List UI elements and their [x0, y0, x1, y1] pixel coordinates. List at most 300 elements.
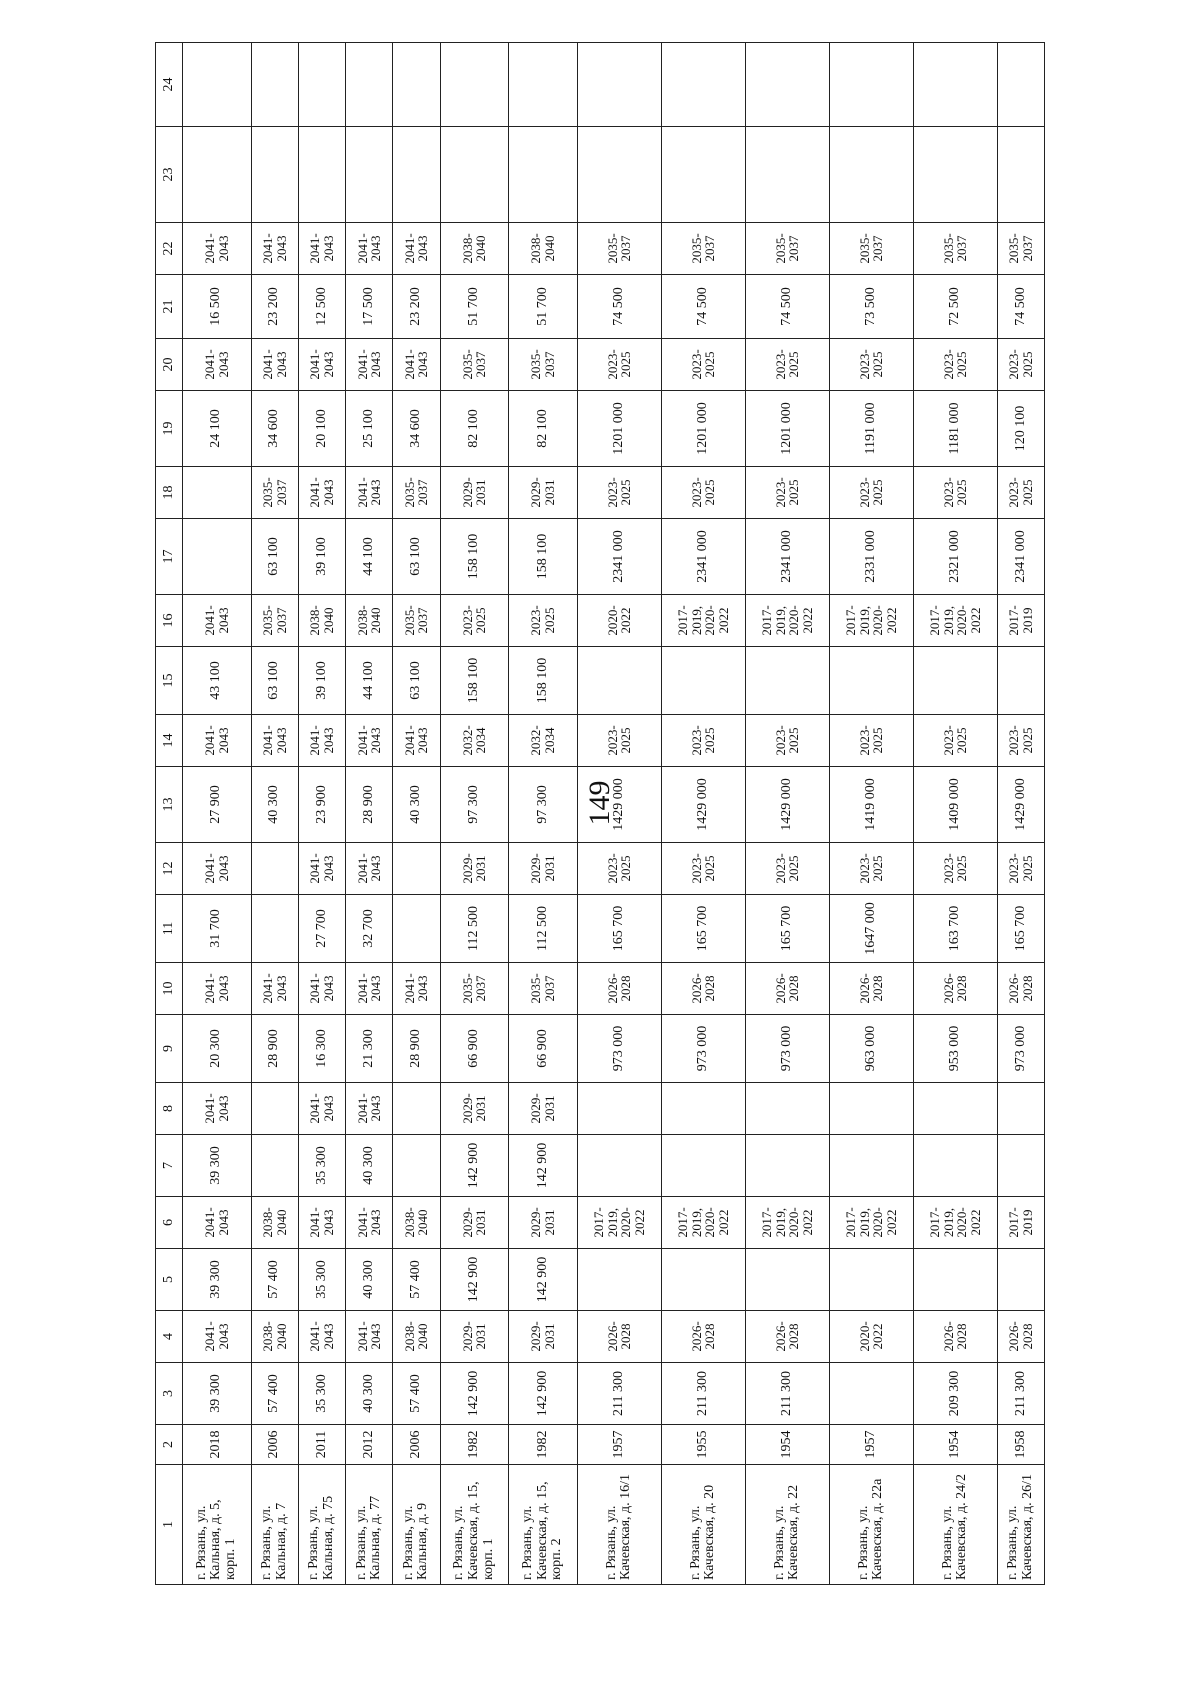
- period-cell: [251, 1083, 298, 1135]
- year-cell: 1982: [440, 1425, 509, 1465]
- period-cell: [829, 1083, 913, 1135]
- period-cell: 2035-2037: [577, 223, 661, 275]
- year-cell: 2006: [251, 1425, 298, 1465]
- period-cell: 2041-2043: [298, 339, 345, 391]
- period-cell: 2023-2025: [829, 467, 913, 519]
- cost-cell: 40 300: [393, 767, 440, 843]
- cost-cell: 2341 000: [577, 519, 661, 595]
- table-row: [509, 43, 578, 1585]
- cost-cell: [661, 127, 745, 223]
- cost-cell: 142 900: [509, 1363, 578, 1425]
- period-cell: 2038-2040: [346, 595, 393, 647]
- cost-cell: 2331 000: [829, 519, 913, 595]
- period-cell: [346, 43, 393, 127]
- column-number-cell: 18: [156, 467, 183, 519]
- cost-cell: 27 900: [183, 767, 252, 843]
- cost-cell: 39 100: [298, 647, 345, 715]
- cost-cell: 23 900: [298, 767, 345, 843]
- cost-cell: 158 100: [509, 519, 578, 595]
- period-cell: 2023-2025: [997, 467, 1044, 519]
- address-cell: г. Рязань, ул. Кальная, д. 75: [298, 1465, 345, 1585]
- period-cell: 2041-2043: [183, 843, 252, 895]
- cost-cell: 158 100: [440, 519, 509, 595]
- cost-cell: 112 500: [509, 895, 578, 963]
- period-cell: 2038-2040: [440, 223, 509, 275]
- period-cell: 2035-2037: [393, 467, 440, 519]
- period-cell: 2029-2031: [509, 1083, 578, 1135]
- period-cell: 2026-2028: [913, 963, 997, 1015]
- cost-cell: [577, 1249, 661, 1311]
- period-cell: [509, 43, 578, 127]
- period-cell: 2041-2043: [251, 223, 298, 275]
- cost-cell: 1429 000: [661, 767, 745, 843]
- cost-cell: 2341 000: [997, 519, 1044, 595]
- period-cell: 2023-2025: [745, 339, 829, 391]
- cost-cell: [393, 127, 440, 223]
- cost-cell: [913, 1249, 997, 1311]
- cost-cell: 51 700: [509, 275, 578, 339]
- cost-cell: 43 100: [183, 647, 252, 715]
- period-cell: 2041-2043: [183, 595, 252, 647]
- period-cell: 2020-2022: [829, 1311, 913, 1363]
- period-cell: 2017-2019, 2020-2022: [661, 595, 745, 647]
- period-cell: 2023-2025: [745, 715, 829, 767]
- column-number-cell: 1: [156, 1465, 183, 1585]
- table-row: [346, 43, 393, 1585]
- cost-cell: 2341 000: [661, 519, 745, 595]
- cost-cell: 34 600: [393, 391, 440, 467]
- period-cell: 2029-2031: [509, 467, 578, 519]
- cost-cell: [997, 1135, 1044, 1197]
- period-cell: 2041-2043: [346, 223, 393, 275]
- period-cell: 2041-2043: [183, 715, 252, 767]
- address-cell: г. Рязань, ул. Кальная, д. 9: [393, 1465, 440, 1585]
- cost-cell: [393, 1135, 440, 1197]
- period-cell: 2041-2043: [393, 963, 440, 1015]
- cost-cell: [913, 647, 997, 715]
- column-number-cell: 15: [156, 647, 183, 715]
- cost-cell: 63 100: [251, 647, 298, 715]
- cost-cell: 40 300: [251, 767, 298, 843]
- table-row: [440, 43, 509, 1585]
- cost-cell: 82 100: [440, 391, 509, 467]
- column-number-cell: 10: [156, 963, 183, 1015]
- address-cell: г. Рязань, ул. Качевская, д. 22а: [829, 1465, 913, 1585]
- period-cell: 2026-2028: [913, 1311, 997, 1363]
- period-cell: 2023-2025: [829, 715, 913, 767]
- cost-cell: 973 000: [661, 1015, 745, 1083]
- address-cell: г. Рязань, ул. Качевская, д. 20: [661, 1465, 745, 1585]
- cost-cell: [577, 1135, 661, 1197]
- period-cell: 2023-2025: [661, 843, 745, 895]
- period-cell: 2035-2037: [745, 223, 829, 275]
- cost-cell: 73 500: [829, 275, 913, 339]
- address-cell: г. Рязань, ул. Кальная, д. 7: [251, 1465, 298, 1585]
- cost-cell: 32 700: [346, 895, 393, 963]
- cost-cell: 973 000: [577, 1015, 661, 1083]
- period-cell: 2017-2019, 2020-2022: [577, 1197, 661, 1249]
- cost-cell: [997, 1249, 1044, 1311]
- period-cell: 2041-2043: [346, 1083, 393, 1135]
- period-cell: [661, 43, 745, 127]
- period-cell: 2023-2025: [997, 843, 1044, 895]
- cost-cell: 57 400: [251, 1249, 298, 1311]
- period-cell: 2041-2043: [346, 339, 393, 391]
- cost-cell: 39 300: [183, 1135, 252, 1197]
- table-row: [829, 43, 913, 1585]
- cost-cell: 1429 000: [577, 767, 661, 843]
- period-cell: [745, 43, 829, 127]
- table-row: [251, 43, 298, 1585]
- period-cell: [183, 467, 252, 519]
- cost-cell: 1429 000: [745, 767, 829, 843]
- cost-cell: [251, 1135, 298, 1197]
- cost-cell: 165 700: [745, 895, 829, 963]
- period-cell: 2038-2040: [509, 223, 578, 275]
- cost-cell: 973 000: [745, 1015, 829, 1083]
- cost-cell: [577, 647, 661, 715]
- cost-cell: 1201 000: [577, 391, 661, 467]
- table-row: [298, 43, 345, 1585]
- period-cell: 2029-2031: [440, 1197, 509, 1249]
- period-cell: 2023-2025: [913, 715, 997, 767]
- cost-cell: 21 300: [346, 1015, 393, 1083]
- cost-cell: 74 500: [745, 275, 829, 339]
- period-cell: 2023-2025: [577, 715, 661, 767]
- period-cell: [393, 843, 440, 895]
- period-cell: 2041-2043: [183, 963, 252, 1015]
- cost-cell: 35 300: [298, 1363, 345, 1425]
- period-cell: 2035-2037: [661, 223, 745, 275]
- column-number-cell: 24: [156, 43, 183, 127]
- period-cell: 2026-2028: [661, 963, 745, 1015]
- period-cell: 2029-2031: [509, 1311, 578, 1363]
- period-cell: 2041-2043: [393, 339, 440, 391]
- period-cell: [393, 1083, 440, 1135]
- table-row: [577, 43, 661, 1585]
- cost-cell: [393, 895, 440, 963]
- period-cell: [913, 1083, 997, 1135]
- cost-cell: [346, 127, 393, 223]
- cost-cell: [829, 1249, 913, 1311]
- cost-cell: 20 100: [298, 391, 345, 467]
- cost-cell: [913, 1135, 997, 1197]
- address-cell: г. Рязань, ул. Качевская, д. 15, корп. 2: [509, 1465, 578, 1585]
- period-cell: 2026-2028: [745, 963, 829, 1015]
- table-row: [661, 43, 745, 1585]
- year-cell: 1955: [661, 1425, 745, 1465]
- period-cell: 2029-2031: [440, 467, 509, 519]
- cost-cell: [745, 1135, 829, 1197]
- period-cell: 2041-2043: [183, 223, 252, 275]
- period-cell: 2029-2031: [440, 1083, 509, 1135]
- period-cell: 2023-2025: [829, 339, 913, 391]
- page-number: 149: [583, 780, 616, 826]
- cost-cell: 31 700: [183, 895, 252, 963]
- cost-cell: 2321 000: [913, 519, 997, 595]
- cost-cell: 211 300: [661, 1363, 745, 1425]
- period-cell: 2023-2025: [661, 467, 745, 519]
- cost-cell: 97 300: [440, 767, 509, 843]
- cost-cell: 39 300: [183, 1249, 252, 1311]
- period-cell: 2041-2043: [251, 963, 298, 1015]
- period-cell: 2041-2043: [393, 715, 440, 767]
- cost-cell: 142 900: [440, 1363, 509, 1425]
- period-cell: [997, 43, 1044, 127]
- address-cell: г. Рязань, ул. Качевская, д. 26/1: [997, 1465, 1044, 1585]
- year-cell: 1954: [745, 1425, 829, 1465]
- column-number-cell: 2: [156, 1425, 183, 1465]
- cost-cell: 74 500: [577, 275, 661, 339]
- period-cell: [183, 43, 252, 127]
- period-cell: [393, 43, 440, 127]
- period-cell: 2035-2037: [509, 963, 578, 1015]
- cost-cell: 25 100: [346, 391, 393, 467]
- period-cell: 2038-2040: [251, 1311, 298, 1363]
- period-cell: 2038-2040: [251, 1197, 298, 1249]
- period-cell: 2041-2043: [393, 223, 440, 275]
- cost-cell: [829, 127, 913, 223]
- period-cell: 2023-2025: [745, 843, 829, 895]
- cost-cell: [577, 127, 661, 223]
- period-cell: 2035-2037: [440, 339, 509, 391]
- cost-cell: 158 100: [440, 647, 509, 715]
- column-number-cell: 9: [156, 1015, 183, 1083]
- cost-cell: 66 900: [509, 1015, 578, 1083]
- period-cell: [251, 43, 298, 127]
- column-number-cell: 7: [156, 1135, 183, 1197]
- period-cell: 2026-2028: [997, 963, 1044, 1015]
- table-row: [745, 43, 829, 1585]
- year-cell: 1957: [577, 1425, 661, 1465]
- year-cell: 2011: [298, 1425, 345, 1465]
- column-number-cell: 21: [156, 275, 183, 339]
- column-number-cell: 23: [156, 127, 183, 223]
- period-cell: 2041-2043: [183, 1197, 252, 1249]
- period-cell: 2038-2040: [393, 1197, 440, 1249]
- period-cell: 2032-2034: [509, 715, 578, 767]
- table-row: [393, 43, 440, 1585]
- period-cell: 2041-2043: [346, 467, 393, 519]
- period-cell: 2023-2025: [997, 715, 1044, 767]
- cost-cell: 16 500: [183, 275, 252, 339]
- period-cell: 2023-2025: [913, 467, 997, 519]
- cost-cell: 57 400: [393, 1363, 440, 1425]
- period-cell: 2041-2043: [298, 223, 345, 275]
- cost-cell: 44 100: [346, 519, 393, 595]
- address-cell: г. Рязань, ул. Качевская, д. 15, корп. 1: [440, 1465, 509, 1585]
- period-cell: 2035-2037: [251, 595, 298, 647]
- column-number-cell: 16: [156, 595, 183, 647]
- column-number-cell: 12: [156, 843, 183, 895]
- cost-cell: 40 300: [346, 1363, 393, 1425]
- period-cell: 2023-2025: [745, 467, 829, 519]
- cost-cell: [913, 127, 997, 223]
- period-cell: 2041-2043: [183, 1083, 252, 1135]
- address-cell: г. Рязань, ул. Качевская, д. 16/1: [577, 1465, 661, 1585]
- cost-cell: 40 300: [346, 1135, 393, 1197]
- period-cell: 2020-2022: [577, 595, 661, 647]
- cost-cell: [997, 647, 1044, 715]
- column-number-cell: 19: [156, 391, 183, 467]
- cost-cell: 27 700: [298, 895, 345, 963]
- period-cell: 2023-2025: [997, 339, 1044, 391]
- period-cell: 2041-2043: [346, 715, 393, 767]
- cost-cell: 1409 000: [913, 767, 997, 843]
- cost-cell: [745, 127, 829, 223]
- cost-cell: 963 000: [829, 1015, 913, 1083]
- period-cell: 2041-2043: [183, 339, 252, 391]
- cost-cell: 20 300: [183, 1015, 252, 1083]
- cost-cell: 74 500: [661, 275, 745, 339]
- cost-cell: 82 100: [509, 391, 578, 467]
- cost-cell: 39 100: [298, 519, 345, 595]
- period-cell: 2035-2037: [829, 223, 913, 275]
- year-cell: 2006: [393, 1425, 440, 1465]
- period-cell: 2041-2043: [346, 1311, 393, 1363]
- cost-cell: 120 100: [997, 391, 1044, 467]
- register-table: [155, 42, 1045, 1585]
- cost-cell: 1429 000: [997, 767, 1044, 843]
- period-cell: 2023-2025: [913, 339, 997, 391]
- period-cell: 2041-2043: [251, 715, 298, 767]
- cost-cell: [997, 127, 1044, 223]
- period-cell: 2035-2037: [440, 963, 509, 1015]
- cost-cell: [829, 1363, 913, 1425]
- cost-cell: 24 100: [183, 391, 252, 467]
- cost-cell: 165 700: [661, 895, 745, 963]
- cost-cell: 142 900: [440, 1135, 509, 1197]
- cost-cell: 63 100: [393, 647, 440, 715]
- column-number-cell: 13: [156, 767, 183, 843]
- period-cell: 2035-2037: [509, 339, 578, 391]
- cost-cell: 1181 000: [913, 391, 997, 467]
- year-cell: 2018: [183, 1425, 252, 1465]
- period-cell: 2017-2019, 2020-2022: [745, 595, 829, 647]
- cost-cell: 23 200: [251, 275, 298, 339]
- period-cell: 2041-2043: [298, 1197, 345, 1249]
- table-row: [913, 43, 997, 1585]
- period-cell: 2026-2028: [661, 1311, 745, 1363]
- period-cell: 2023-2025: [913, 843, 997, 895]
- cost-cell: 142 900: [440, 1249, 509, 1311]
- address-cell: г. Рязань, ул. Кальная, д. 77: [346, 1465, 393, 1585]
- period-cell: [661, 1083, 745, 1135]
- period-cell: 2023-2025: [829, 843, 913, 895]
- period-cell: 2041-2043: [346, 963, 393, 1015]
- cost-cell: 165 700: [577, 895, 661, 963]
- period-cell: [251, 843, 298, 895]
- cost-cell: 74 500: [997, 275, 1044, 339]
- column-number-cell: 14: [156, 715, 183, 767]
- period-cell: 2023-2025: [509, 595, 578, 647]
- period-cell: 2041-2043: [298, 715, 345, 767]
- period-cell: 2017-2019, 2020-2022: [661, 1197, 745, 1249]
- period-cell: 2017-2019, 2020-2022: [829, 595, 913, 647]
- cost-cell: 57 400: [393, 1249, 440, 1311]
- cost-cell: 40 300: [346, 1249, 393, 1311]
- address-cell: г. Рязань, ул. Качевская, д. 22: [745, 1465, 829, 1585]
- period-cell: 2029-2031: [509, 843, 578, 895]
- period-cell: 2023-2025: [577, 339, 661, 391]
- period-cell: [997, 1083, 1044, 1135]
- period-cell: 2017-2019: [997, 1197, 1044, 1249]
- period-cell: 2041-2043: [298, 1311, 345, 1363]
- period-cell: 2023-2025: [440, 595, 509, 647]
- table-body: [183, 43, 1045, 1585]
- period-cell: 2038-2040: [298, 595, 345, 647]
- register-table-container: [155, 45, 1045, 1585]
- table-row: [997, 43, 1044, 1585]
- cost-cell: [661, 1135, 745, 1197]
- cost-cell: [829, 647, 913, 715]
- cost-cell: [661, 1249, 745, 1311]
- column-number-cell: 20: [156, 339, 183, 391]
- period-cell: 2023-2025: [661, 339, 745, 391]
- period-cell: [577, 1083, 661, 1135]
- cost-cell: [745, 1249, 829, 1311]
- year-cell: 1954: [913, 1425, 997, 1465]
- period-cell: 2017-2019, 2020-2022: [745, 1197, 829, 1249]
- period-cell: 2041-2043: [298, 963, 345, 1015]
- cost-cell: 142 900: [509, 1249, 578, 1311]
- cost-cell: [251, 895, 298, 963]
- period-cell: 2017-2019, 2020-2022: [913, 1197, 997, 1249]
- column-number-cell: 4: [156, 1311, 183, 1363]
- period-cell: 2032-2034: [440, 715, 509, 767]
- period-cell: [298, 43, 345, 127]
- table-row: [183, 43, 252, 1585]
- column-number-row: [156, 43, 183, 1585]
- column-number-cell: 3: [156, 1363, 183, 1425]
- period-cell: 2026-2028: [745, 1311, 829, 1363]
- cost-cell: [251, 127, 298, 223]
- period-cell: 2041-2043: [183, 1311, 252, 1363]
- period-cell: 2029-2031: [440, 1311, 509, 1363]
- period-cell: 2029-2031: [440, 843, 509, 895]
- cost-cell: 28 900: [346, 767, 393, 843]
- cost-cell: 35 300: [298, 1249, 345, 1311]
- period-cell: 2041-2043: [298, 467, 345, 519]
- period-cell: [440, 43, 509, 127]
- period-cell: 2041-2043: [346, 1197, 393, 1249]
- cost-cell: 44 100: [346, 647, 393, 715]
- cost-cell: 34 600: [251, 391, 298, 467]
- address-cell: г. Рязань, ул. Качевская, д. 24/2: [913, 1465, 997, 1585]
- period-cell: 2017-2019: [997, 595, 1044, 647]
- cost-cell: 63 100: [393, 519, 440, 595]
- period-cell: 2041-2043: [346, 843, 393, 895]
- cost-cell: 142 900: [509, 1135, 578, 1197]
- cost-cell: 953 000: [913, 1015, 997, 1083]
- period-cell: [829, 43, 913, 127]
- period-cell: 2035-2037: [913, 223, 997, 275]
- cost-cell: [661, 647, 745, 715]
- column-number-cell: 22: [156, 223, 183, 275]
- period-cell: 2041-2043: [298, 843, 345, 895]
- period-cell: 2035-2037: [997, 223, 1044, 275]
- cost-cell: [829, 1135, 913, 1197]
- cost-cell: 1647 000: [829, 895, 913, 963]
- period-cell: 2035-2037: [251, 467, 298, 519]
- year-cell: 2012: [346, 1425, 393, 1465]
- year-cell: 1982: [509, 1425, 578, 1465]
- cost-cell: 211 300: [745, 1363, 829, 1425]
- period-cell: 2026-2028: [577, 1311, 661, 1363]
- period-cell: 2026-2028: [829, 963, 913, 1015]
- cost-cell: 23 200: [393, 275, 440, 339]
- period-cell: 2026-2028: [997, 1311, 1044, 1363]
